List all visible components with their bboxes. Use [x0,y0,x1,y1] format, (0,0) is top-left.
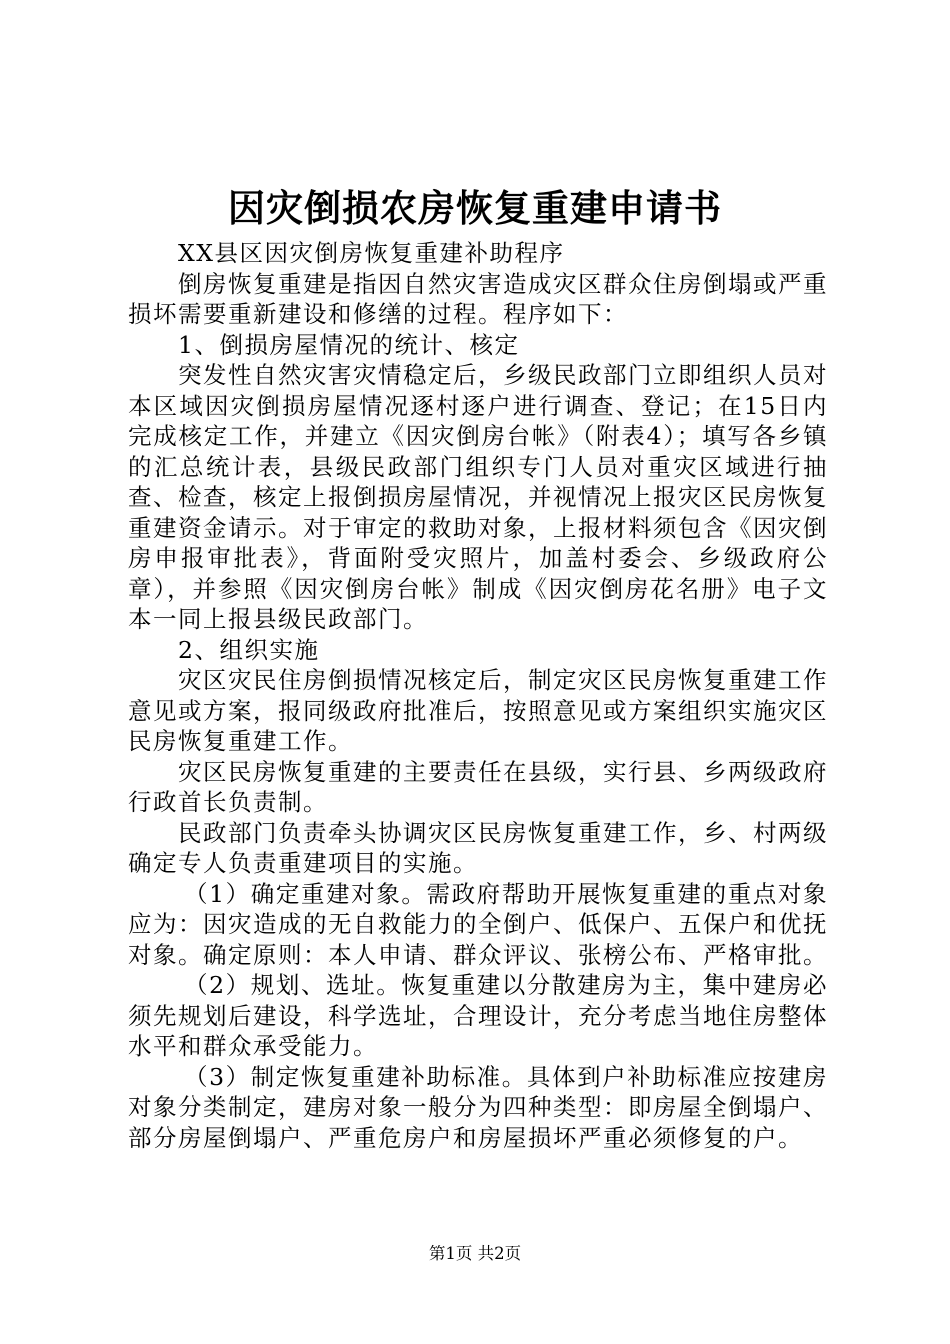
list-item-3: （3）制定恢复重建补助标准。具体到户补助标准应按建房对象分类制定，建房对象一般分为四种类型：即房屋全倒塌户、部分房屋倒塌户、严重危房户和房屋损坏严重必须修复的户。 [128,1062,828,1152]
paragraph-heading: XX县区因灾倒房恢复重建补助程序 [178,239,565,267]
paragraph-coordination: 民政部门负责牵头协调灾区民房恢复重建工作，乡、村两级确定专人负责重建项目的实施。 [128,818,828,877]
paragraph-statistics: 突发性自然灾害灾情稳定后，乡级民政部门立即组织人员对本区域因灾倒损房屋情况逐村逐户进行调查、登记；在15日内完成核定工作，并建立《因灾倒房台帐》（附表4）；填写各乡镇的汇总统计表，县级民政部门组织专门人员对重灾区域进行抽查、检查，核定上报倒损房屋情况，并视情况上报灾区民房恢复重建资金请示。对于审定的救助对象，上报材料须包含《因灾倒房申报审批表》，背面附受灾照片，加盖村委会、乡级政府公章），并参照《因灾倒房台帐》制成《因灾倒房花名册》电子文本一同上报县级民政部门。 [128,361,828,633]
document-body [128,238,828,1153]
section-heading-1: 1、倒损房屋情况的统计、核定 [178,330,520,359]
paragraph-intro: 倒房恢复重建是指因自然灾害造成灾区群众住房倒塌或严重损坏需要重新建设和修缮的过程。程序如下： [128,269,828,328]
paragraph-plan: 灾区灾民住房倒损情况核定后，制定灾区民房恢复重建工作意见或方案，报同级政府批准后，按照意见或方案组织实施灾区民房恢复重建工作。 [128,666,828,755]
list-item-2: （2）规划、选址。恢复重建以分散建房为主，集中建房必须先规划后建设，科学选址，合理设计，充分考虑当地住房整体水平和群众承受能力。 [128,971,828,1060]
list-item-1: （1）确定重建对象。需政府帮助开展恢复重建的重点对象应为：因灾造成的无自救能力的全倒户、低保户、五保户和优抚对象。确定原则：本人申请、群众评议、张榜公布、严格审批。 [128,879,828,969]
section-heading-2: 2、组织实施 [178,635,320,664]
document-title: 因灾倒损农房恢复重建申请书 [228,186,722,230]
page-indicator: 第1页 共2页 [428,1244,522,1263]
paragraph-responsibility: 灾区民房恢复重建的主要责任在县级，实行县、乡两级政府行政首长负责制。 [128,757,828,816]
